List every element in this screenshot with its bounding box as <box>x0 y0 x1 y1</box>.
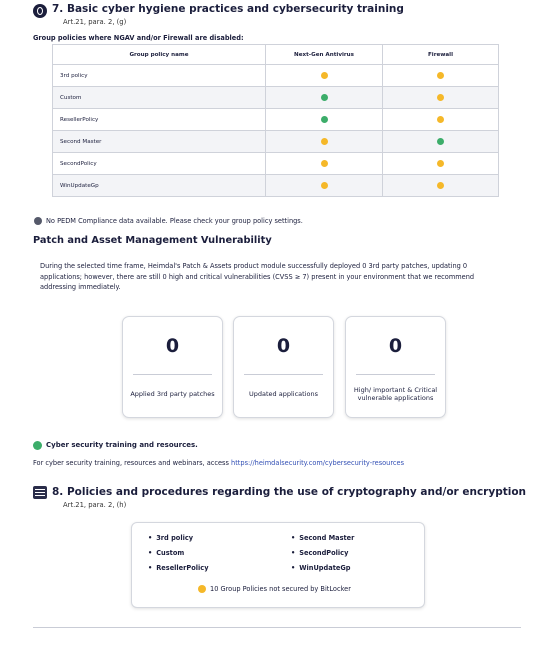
bottom-divider <box>33 627 521 628</box>
ngav-status-cell <box>266 65 383 87</box>
exclamation-circle-icon <box>321 160 328 167</box>
group-policy-table <box>52 44 499 197</box>
exclamation-circle-icon <box>437 182 444 189</box>
exclamation-circle-icon <box>437 116 444 123</box>
ngav-status-cell <box>266 153 383 175</box>
table-row <box>53 131 499 153</box>
eye-icon <box>33 4 47 18</box>
bitlocker-policies-box <box>131 522 425 608</box>
list-icon <box>33 486 47 499</box>
ngav-status-cell <box>266 87 383 109</box>
firewall-status-cell <box>383 175 499 197</box>
info-circle-icon <box>34 217 42 225</box>
stat-divider <box>244 374 323 375</box>
stat-value: 0 <box>276 335 291 357</box>
patch-paragraph: During the selected time frame, Heimdal's Patch & Assets product module successfully deployed 0 3rd party patches, updating 0 applications; however, there are still 0 high and critical vulnerabilities (CVSS ≥ 7) present in your environment that we recommend addressing immediately. <box>40 262 475 291</box>
firewall-status-cell <box>383 87 499 109</box>
exclamation-circle-icon <box>437 160 444 167</box>
column-header-name: Group policy name <box>53 45 266 65</box>
stat-divider <box>356 374 435 375</box>
cybersecurity-resources-link[interactable]: https://heimdalsecurity.com/cybersecurity-resources <box>231 459 405 467</box>
policy-list-item: • 3rd policy <box>148 534 193 542</box>
check-circle-icon <box>437 138 444 145</box>
policy-name-cell: Second Master <box>53 131 266 153</box>
stat-divider <box>133 374 212 375</box>
stat-label: Updated applications <box>249 389 318 398</box>
patch-section-title: Patch and Asset Management Vulnerability <box>33 235 272 246</box>
exclamation-circle-icon <box>321 72 328 79</box>
section-7-title: 7. Basic cyber hygiene practices and cybersecurity training <box>52 3 404 15</box>
exclamation-circle-icon <box>437 72 444 79</box>
policy-list-item: • SecondPolicy <box>291 549 348 557</box>
bitlocker-note: 10 Group Policies not secured by BitLocker <box>210 585 351 593</box>
policy-list-item: • Second Master <box>291 534 354 542</box>
policy-name-cell: Custom <box>53 87 266 109</box>
firewall-status-cell <box>383 153 499 175</box>
table-row <box>53 109 499 131</box>
training-title: Cyber security training and resources. <box>46 441 198 449</box>
stat-value: 0 <box>388 335 403 357</box>
group-policies-heading: Group policies where NGAV and/or Firewall are disabled: <box>33 34 244 42</box>
stat-label: High/ important & Critical vulnerable applications <box>353 385 438 402</box>
stat-label: Applied 3rd party patches <box>130 389 215 398</box>
exclamation-circle-icon <box>321 138 328 145</box>
stat-value: 0 <box>165 335 180 357</box>
ngav-status-cell <box>266 109 383 131</box>
table-header-row <box>53 45 499 65</box>
check-circle-icon <box>33 441 42 450</box>
stat-card-vulnerable-apps <box>345 316 446 418</box>
firewall-status-cell <box>383 109 499 131</box>
firewall-status-cell <box>383 131 499 153</box>
pedm-note: No PEDM Compliance data available. Please check your group policy settings. <box>46 217 303 225</box>
policy-list-item: • Custom <box>148 549 184 557</box>
table-row <box>53 65 499 87</box>
check-circle-icon <box>321 116 328 123</box>
training-text-label: For cyber security training, resources and webinars, access <box>33 459 229 467</box>
exclamation-circle-icon <box>437 94 444 101</box>
firewall-status-cell <box>383 65 499 87</box>
policy-list-item: • ResellerPolicy <box>148 564 209 572</box>
section-8-title: 8. Policies and procedures regarding the use of cryptography and/or encryption <box>52 486 527 498</box>
ngav-status-cell <box>266 131 383 153</box>
training-text <box>33 459 404 467</box>
policy-name-cell: ResellerPolicy <box>53 109 266 131</box>
check-circle-icon <box>321 94 328 101</box>
column-header-firewall: Firewall <box>383 45 499 65</box>
ngav-status-cell <box>266 175 383 197</box>
stat-card-applied-patches <box>122 316 223 418</box>
exclamation-circle-icon <box>321 182 328 189</box>
policy-name-cell: 3rd policy <box>53 65 266 87</box>
stat-card-updated-apps <box>233 316 334 418</box>
section-8-subtitle: Art.21, para. 2, (h) <box>63 501 127 509</box>
policy-list-item: • WinUpdateGp <box>291 564 350 572</box>
policy-name-cell: SecondPolicy <box>53 153 266 175</box>
section-7-subtitle: Art.21, para. 2, (g) <box>63 18 127 26</box>
policy-name-cell: WinUpdateGp <box>53 175 266 197</box>
column-header-ngav: Next-Gen Antivirus <box>266 45 383 65</box>
table-row <box>53 87 499 109</box>
exclamation-circle-icon <box>198 585 206 593</box>
table-row <box>53 153 499 175</box>
table-row <box>53 175 499 197</box>
